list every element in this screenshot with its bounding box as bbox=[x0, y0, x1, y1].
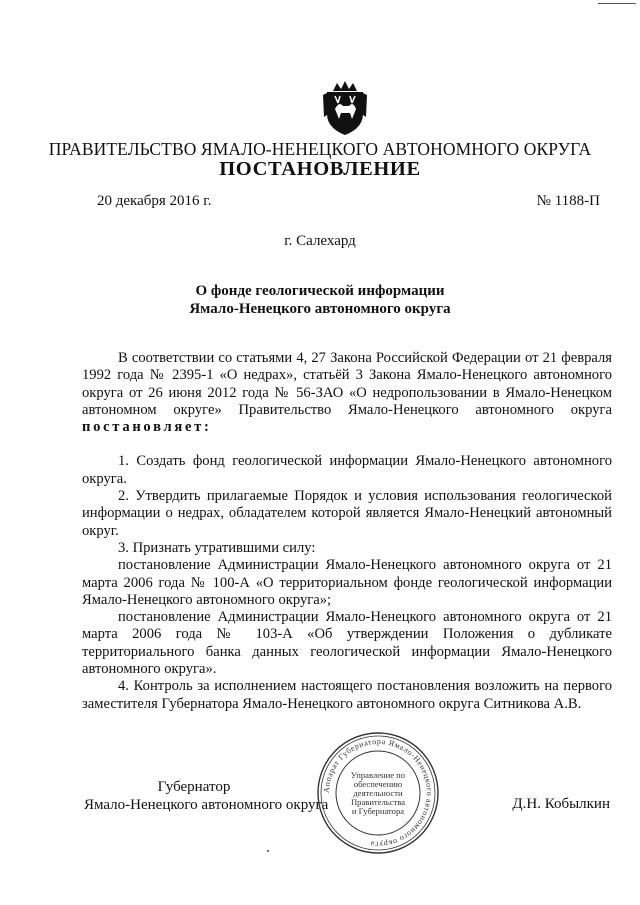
decree-word: постановляет: bbox=[82, 419, 212, 436]
subject-line-2: Ямало-Ненецкого автономного округа bbox=[189, 301, 451, 317]
item-4: 4. Контроль за исполнением настоящего постановления возложить на первого заместителя Губернатора Ямало-Ненецкого автономного округа Ситникова А.В. bbox=[82, 678, 612, 712]
document-city: г. Салехард bbox=[284, 233, 356, 249]
stamp-line-3: деятельности bbox=[353, 788, 403, 798]
coat-of-arms-emblem bbox=[321, 79, 369, 137]
subject-line-1: О фонде геологической информации bbox=[195, 283, 445, 299]
item-3a: постановление Администрации Ямало-Ненецкого автономного округа от 21 марта 2006 года № 100-А «О территориальном фонде геологической информации Ямало-Ненецкого автономного округа»; bbox=[82, 557, 612, 608]
document-body bbox=[82, 350, 612, 713]
official-seal-stamp bbox=[316, 731, 440, 855]
signer-title bbox=[84, 778, 329, 814]
stamp-line-4: Правительства bbox=[350, 797, 406, 807]
signer-title-line-1: Губернатор bbox=[157, 779, 231, 795]
scan-corner-mark bbox=[598, 3, 636, 4]
preamble-text: В соответствии со статьями 4, 27 Закона Российской Федерации от 21 февраля 1992 года № 2395-1 «О недрах», статьёй 3 Закона Ямало-Ненецкого автономного округа от 26 июня 2012 года № 56-ЗАО «О недропользовании в Ямало-Ненецком автономном округе» Правительство Ямало-Ненецкого автономного округа bbox=[82, 350, 612, 418]
scan-speck bbox=[267, 850, 269, 852]
item-3: 3. Признать утратившими силу: bbox=[118, 539, 316, 556]
stamp-line-5: и Губернатора bbox=[351, 806, 405, 816]
document-subject bbox=[0, 282, 640, 318]
item-2: 2. Утвердить прилагаемые Порядок и условия использования геологической информации о недрах, обладателем которой является Ямало-Ненецкий автономный округ. bbox=[82, 488, 612, 539]
item-3b: постановление Администрации Ямало-Ненецкого автономного округа от 21 марта 2006 года № 103-А «Об утверждении Положения о дубликате территориального банка данных геологической информации Ямало-Ненецкого автономного округа». bbox=[82, 609, 612, 678]
stamp-line-2: обеспечению bbox=[353, 779, 403, 789]
document-number: № 1188-П bbox=[536, 193, 600, 209]
item-1: 1. Создать фонд геологической информации Ямало-Ненецкого автономного округа. bbox=[82, 453, 612, 487]
document-type-title: ПОСТАНОВЛЕНИЕ bbox=[219, 158, 421, 180]
government-name: ПРАВИТЕЛЬСТВО ЯМАЛО-НЕНЕЦКОГО АВТОНОМНОГО ОКРУГА bbox=[48, 139, 592, 159]
stamp-line-1: Управление по bbox=[350, 770, 406, 780]
preamble-paragraph bbox=[82, 350, 612, 436]
signer-name: Д.Н. Кобылкин bbox=[512, 796, 610, 812]
document-date: 20 декабря 2016 г. bbox=[97, 193, 212, 209]
stamp-ring-text: Аппарат Губернатора Ямало-Ненецкого автономного округа bbox=[321, 736, 435, 850]
signer-title-line-2: Ямало-Ненецкого автономного округа bbox=[84, 797, 329, 813]
